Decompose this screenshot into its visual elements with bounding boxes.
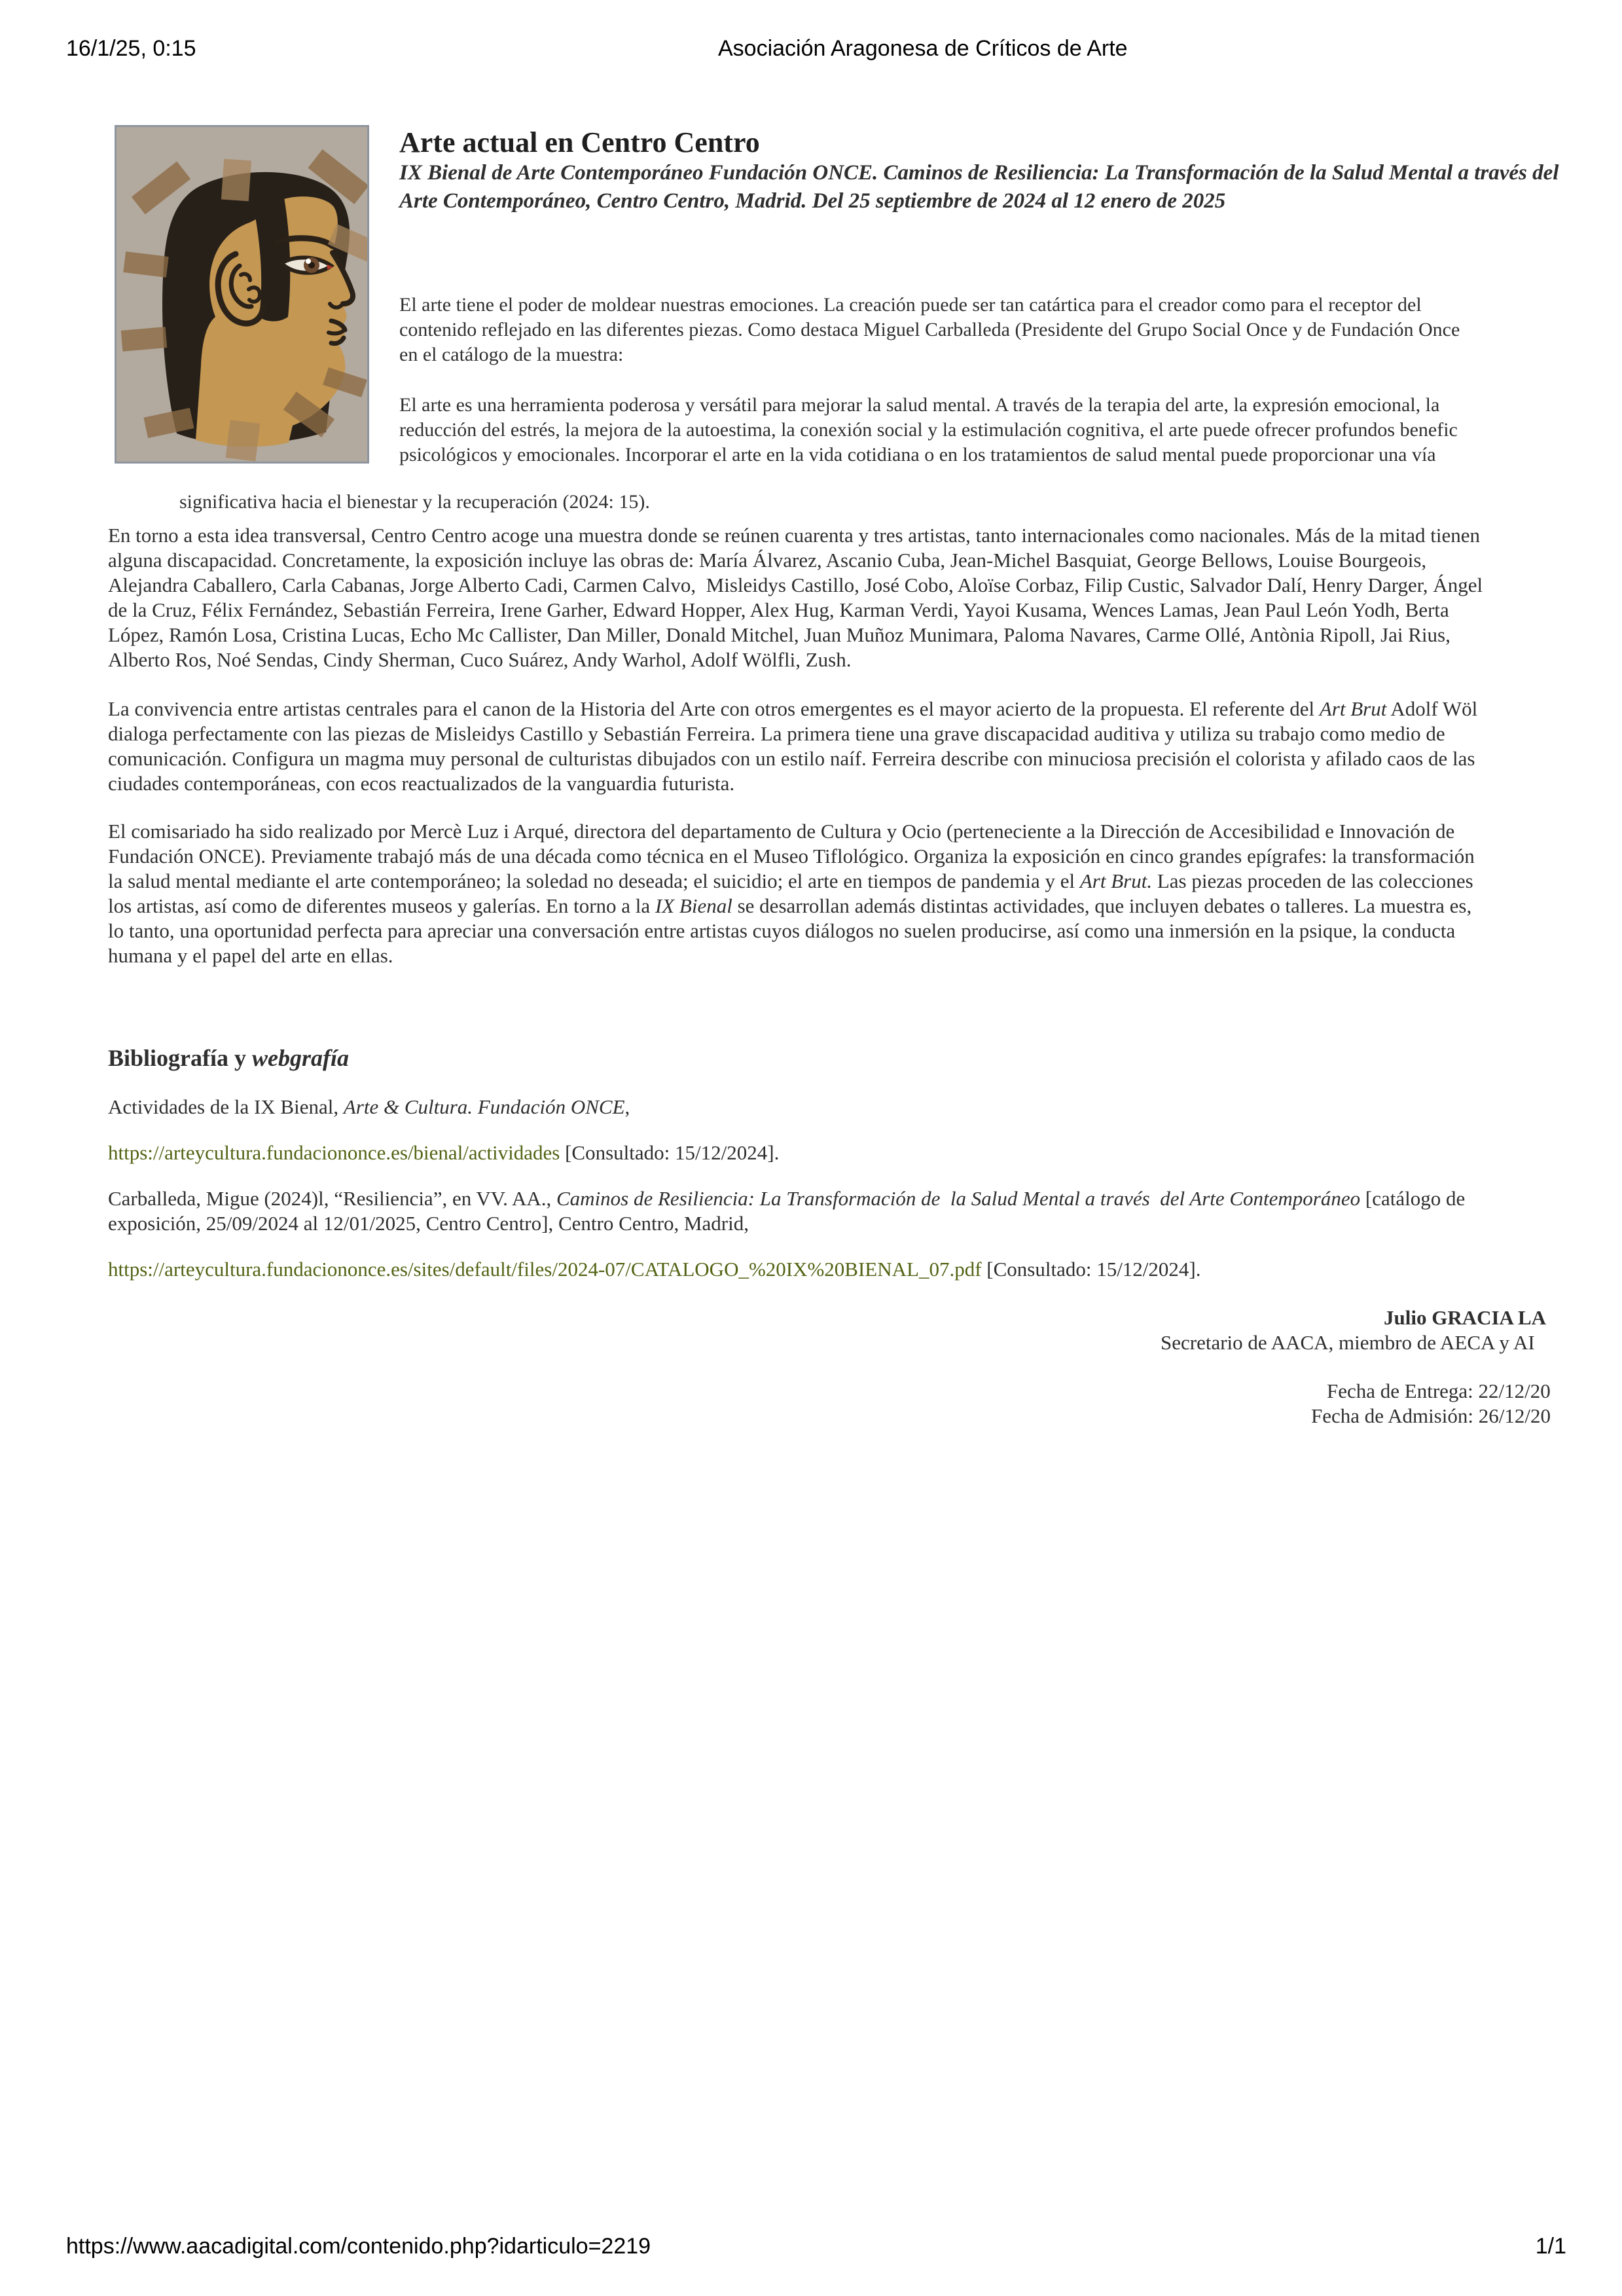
paragraph-quote <box>399 393 1458 467</box>
article-subtitle <box>399 159 1559 215</box>
text-line: dialoga perfectamente con las piezas de Misleidys Castillo y Sebastián Ferreira. La primera tiene una grave discapacidad auditiva y utiliza su trabajo como medio de <box>108 722 1445 745</box>
text-line: de la Cruz, Félix Fernández, Sebastián Ferreira, Irene Garher, Edward Hopper, Alex Hug, Karman Verdi, Yayoi Kusama, Wences Lamas, Jean Paul León Yodh, Berta <box>108 598 1449 621</box>
text-line: Arte Contemporáneo, Centro Centro, Madrid. Del 25 septiembre de 2024 al 12 enero de 2025 <box>399 189 1226 213</box>
bibliography-entry-2 <box>108 1186 1465 1236</box>
text-line: Alberto Ros, Noé Sendas, Cindy Sherman, Cuco Suárez, Andy Warhol, Adolf Wölfli, Zush. <box>108 648 852 671</box>
text-line: IX Bienal de Arte Contemporáneo Fundación ONCE. Caminos de Resiliencia: La Transformación de la Salud Mental a través del <box>399 161 1559 185</box>
text-line: Bibliografía y webgrafía <box>108 1045 350 1071</box>
text-line: psicológicos y emocionales. Incorporar el arte en la vida cotidiana o en los tratamientos de salud mental puede proporcionar una vía <box>399 444 1436 465</box>
delivery-date: Fecha de Entrega: 22/12/20 <box>1327 1379 1551 1402</box>
text-line: humana y el papel del arte en ellas. <box>108 944 393 967</box>
text-line: los artistas, así como de diferentes museos y galerías. En torno a la IX Bienal se desarrollan además distintas actividades, que incluyen debates o talleres. La muestra es, <box>108 894 1472 917</box>
text-line: significativa hacia el bienestar y la recuperación (2024: 15). <box>179 491 650 513</box>
bibliography-heading <box>108 1044 349 1072</box>
article-title: Arte actual en Centro Centro <box>399 126 760 158</box>
print-header-site-title: Asociación Aragonesa de Críticos de Arte <box>718 36 1128 61</box>
print-header-datetime: 16/1/25, 0:15 <box>66 36 196 61</box>
text-line: López, Ramón Losa, Cristina Lucas, Echo Mc Callister, Dan Miller, Donald Mitchel, Juan Muñoz Munimara, Paloma Navares, Carme Ollé, Antònia Ripoll, Jai Rius, <box>108 623 1451 646</box>
text-line: Carballeda, Migue (2024)l, “Resiliencia”, en VV. AA., Caminos de Resiliencia: La Transformación de la Salud Mental a través del Arte Contemporáneo [catálogo de <box>108 1187 1466 1210</box>
paragraph-intro <box>399 293 1460 367</box>
text-line: comunicación. Configura un magma muy personal de culturistas dibujados con un estilo naíf. Ferreira describe con minuciosa precisión el colorista y afilado caos de las <box>108 747 1475 770</box>
text-line: la salud mental mediante el arte contemporáneo; la soledad no deseada; el suicidio; el arte en tiempos de pandemia y el Art Brut. Las piezas proceden de las colecciones <box>108 869 1473 892</box>
text-line: https://arteycultura.fundaciononce.es/sites/default/files/2024-07/CATALOGO_%20IX%20BIENAL_07.pdf [Consultado: 15/12/2024]. <box>108 1258 1201 1281</box>
text-line: El arte tiene el poder de moldear nuestras emociones. La creación puede ser tan catártica para el creador como para el receptor del <box>399 294 1422 316</box>
print-footer-page-number: 1/1 <box>1535 2234 1566 2259</box>
print-footer-url: https://www.aacadigital.com/contenido.php?idarticulo=2219 <box>66 2234 651 2259</box>
text-line: lo tanto, una oportunidad perfecta para apreciar una conversación entre artistas cuyos diálogos no suelen producirse, así como una inmersión en la psique, la conducta <box>108 919 1456 942</box>
bibliography-entry-1 <box>108 1095 630 1120</box>
text-line: contenido reflejado en las diferentes piezas. Como destaca Miguel Carballeda (Presidente del Grupo Social Once y de Fundación Once <box>399 319 1460 340</box>
author-role: Secretario de AACA, miembro de AECA y AI <box>1161 1331 1535 1354</box>
text-line: ciudades contemporáneas, con ecos reactualizados de la vanguardia futurista. <box>108 772 735 795</box>
paragraph-comisariado <box>108 819 1475 968</box>
text-line: La convivencia entre artistas centrales para el canon de la Historia del Arte con otros emergentes es el mayor acierto de la propuesta. El referente del Art Brut Adolf Wöl <box>108 697 1478 720</box>
head-figure <box>162 172 355 447</box>
text-line: Alejandra Caballero, Carla Cabanas, Jorge Alberto Cadi, Carmen Calvo, Misleidys Castillo, José Cobo, Aloïse Corbaz, Filip Custic, Salvador Dalí, Henry Darger, Ángel <box>108 574 1483 596</box>
bibliography-link-1 <box>108 1140 779 1165</box>
paragraph-quote-continuation <box>179 490 650 515</box>
hyperlink[interactable]: https://arteycultura.fundaciononce.es/bienal/actividades <box>108 1141 560 1164</box>
admission-date: Fecha de Admisión: 26/12/20 <box>1311 1404 1551 1427</box>
text-line: alguna discapacidad. Concretamente, la exposición incluye las obras de: María Álvarez, Ascanio Cuba, Jean-Michel Basquiat, George Bellows, Louise Bourgeois, <box>108 549 1427 572</box>
paragraph-artists <box>108 523 1483 672</box>
text-line: exposición, 25/09/2024 al 12/01/2025, Centro Centro], Centro Centro, Madrid, <box>108 1212 749 1235</box>
text-line: Fundación ONCE). Previamente trabajó más de una década como técnica en el Museo Tiflológico. Organiza la exposición en cinco grandes epígrafes: la transformación <box>108 845 1475 867</box>
paragraph-convivencia <box>108 697 1477 796</box>
text-line: En torno a esta idea transversal, Centro Centro acoge una muestra donde se reúnen cuarenta y tres artistas, tanto internacionales como nacionales. Más de la mitad tienen <box>108 524 1481 547</box>
bibliography-link-2 <box>108 1257 1201 1282</box>
text-line: El arte es una herramienta poderosa y versátil para mejorar la salud mental. A través de la terapia del arte, la expresión emocional, la <box>399 394 1440 416</box>
text-line: El comisariado ha sido realizado por Mercè Luz i Arqué, directora del departamento de Cultura y Ocio (perteneciente a la Dirección de Accesibilidad e Innovación de <box>108 820 1455 843</box>
profile-head-painting <box>117 127 367 462</box>
text-line: reducción del estrés, la mejora de la autoestima, la conexión social y la estimulación cognitiva, el arte puede ofrecer profundos benefic <box>399 419 1458 441</box>
artwork-image <box>115 125 369 464</box>
text-line: Actividades de la IX Bienal, Arte & Cultura. Fundación ONCE, <box>108 1095 630 1118</box>
text-line: https://arteycultura.fundaciononce.es/bienal/actividades [Consultado: 15/12/2024]. <box>108 1141 780 1164</box>
hyperlink[interactable]: https://arteycultura.fundaciononce.es/sites/default/files/2024-07/CATALOGO_%20IX%20BIENAL_07.pdf <box>108 1258 982 1281</box>
text-line: en el catálogo de la muestra: <box>399 344 624 365</box>
author-name: Julio GRACIA LA <box>1384 1306 1547 1329</box>
